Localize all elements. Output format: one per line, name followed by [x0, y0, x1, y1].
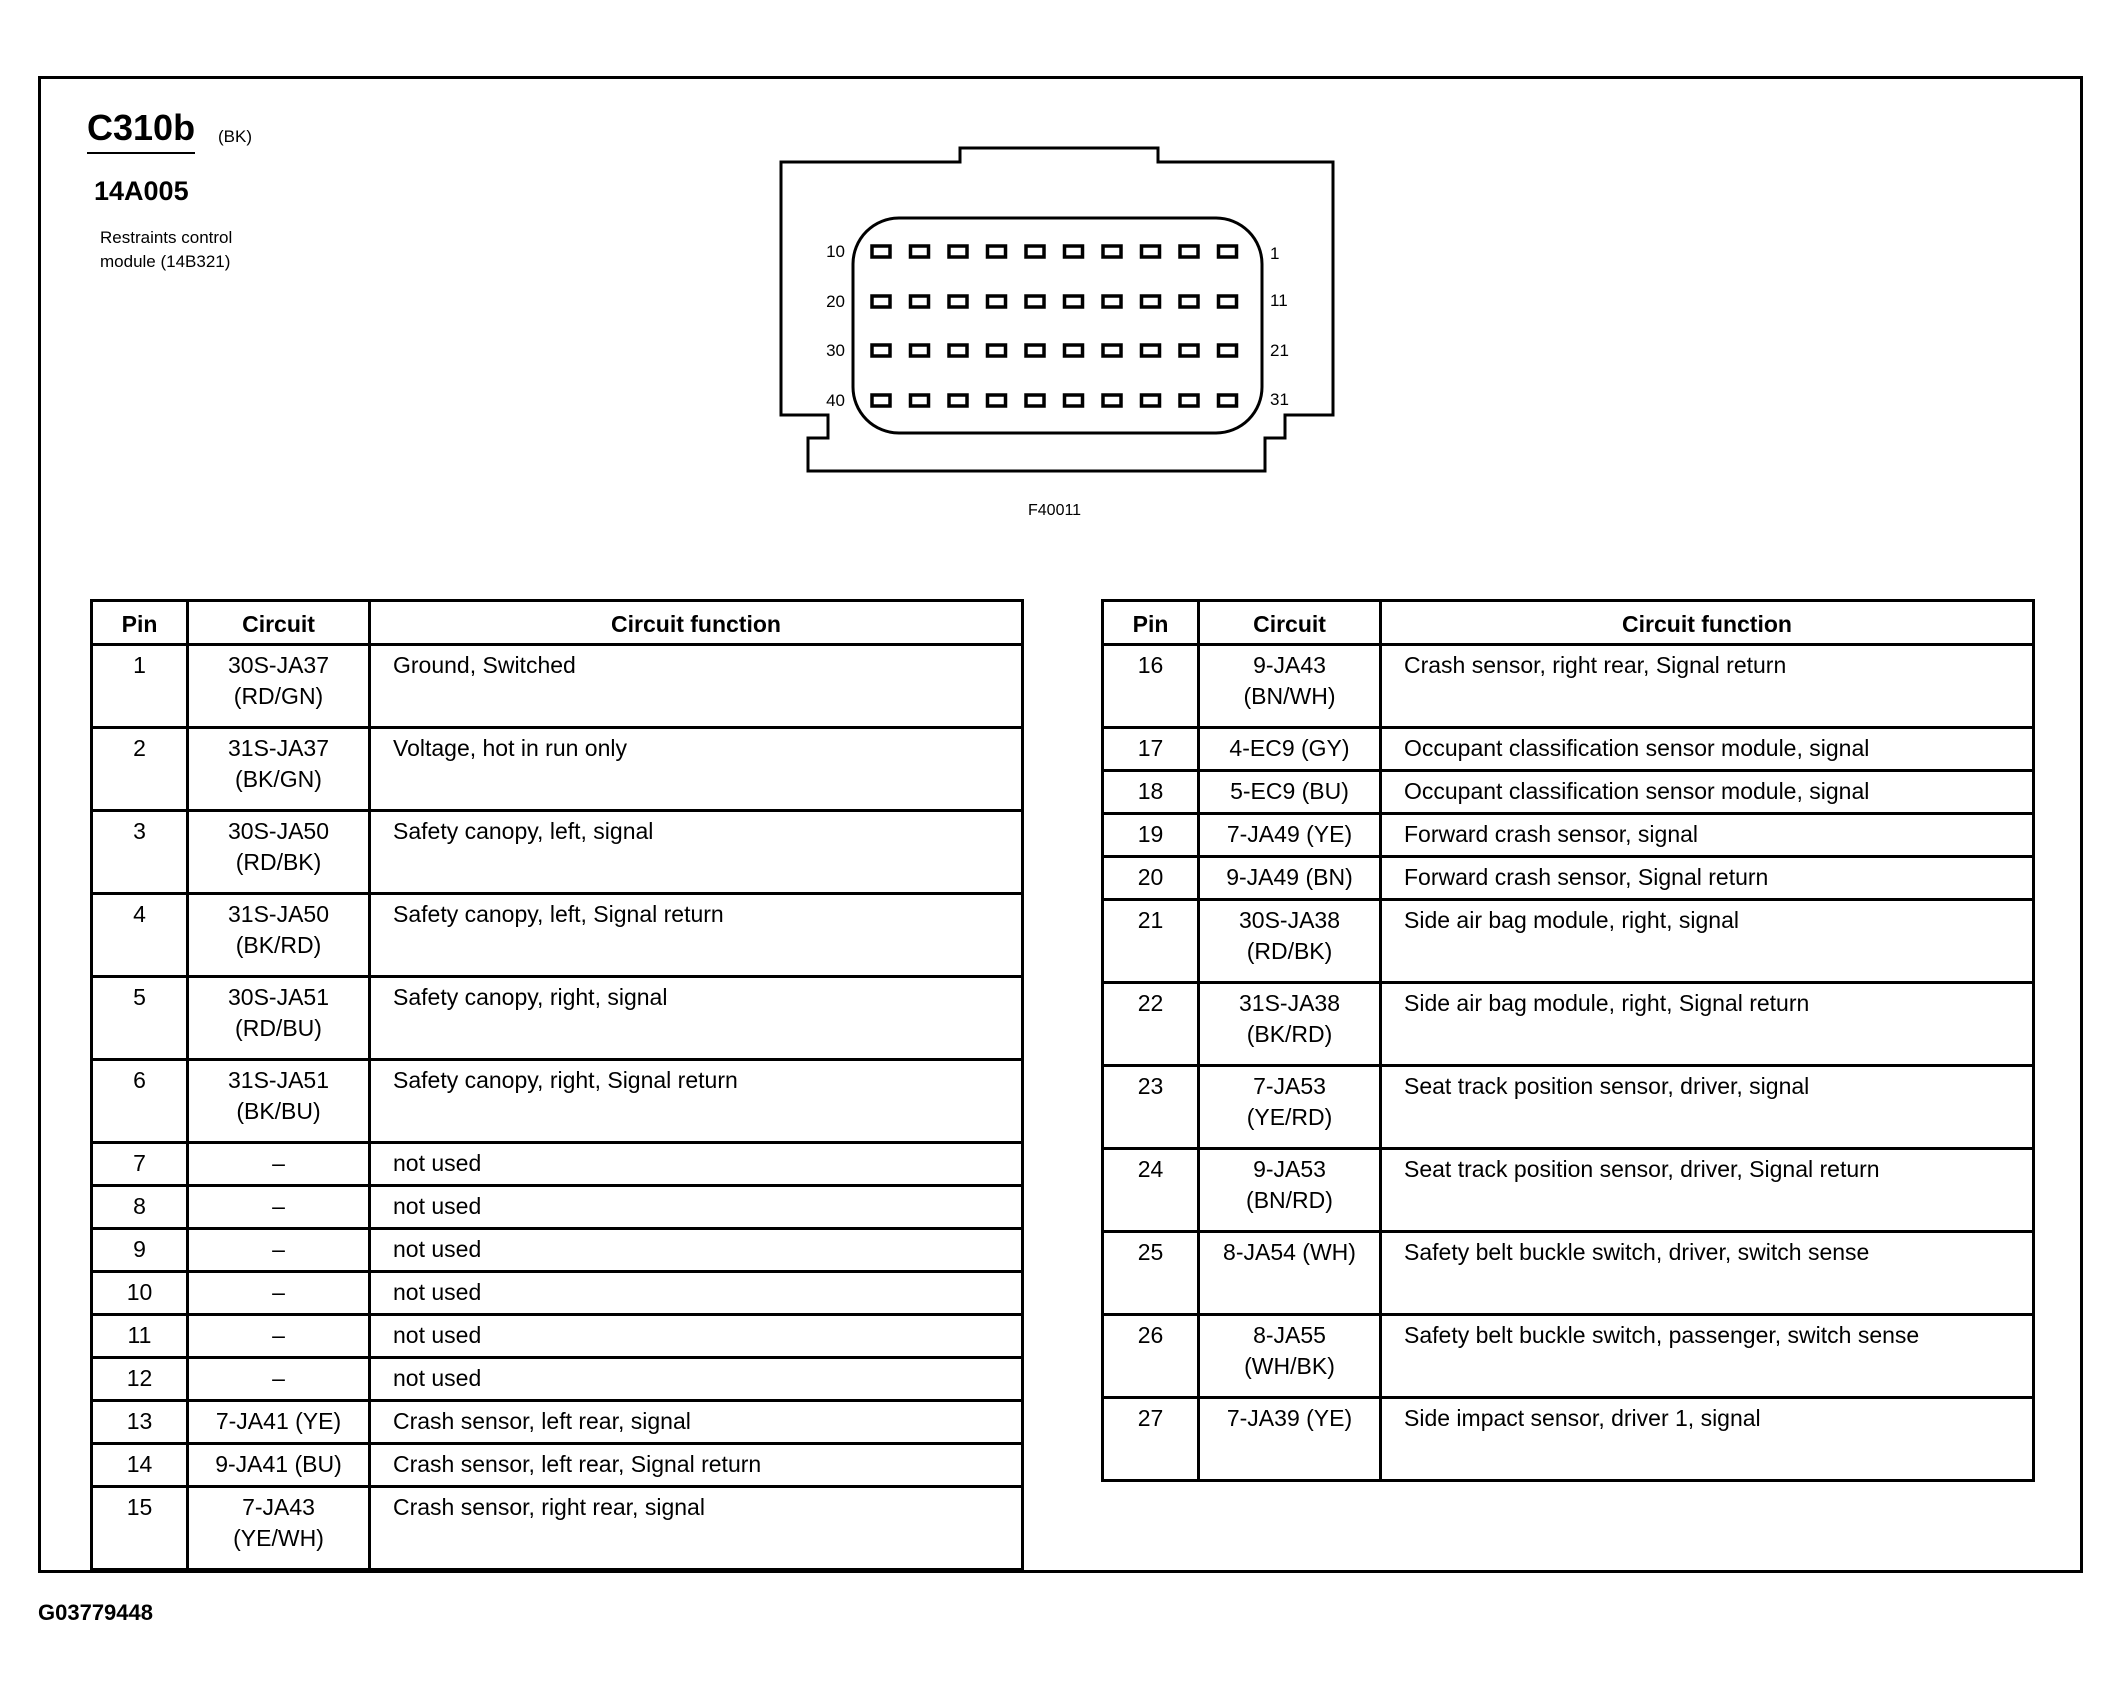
circuit-function-cell: Safety belt buckle switch, driver, switch sense	[1381, 1232, 2034, 1315]
pin-cavity	[1103, 296, 1121, 307]
table-row	[1103, 1232, 2034, 1315]
pin-column-header: Pin	[1103, 601, 1199, 645]
circuit-cell: 9-JA43 (BN/WH)	[1199, 645, 1381, 728]
component-description: Restraints control module (14B321)	[100, 228, 233, 271]
pin-cavity	[872, 246, 890, 257]
pin-cavity	[1026, 296, 1044, 307]
circuit-function-cell: Side air bag module, right, signal	[1381, 900, 2034, 983]
pin-cell: 12	[92, 1358, 188, 1401]
pin-cell: 10	[92, 1272, 188, 1315]
circuit-function-cell: not used	[370, 1358, 1023, 1401]
circuit-function-column-header: Circuit function	[370, 601, 1023, 645]
table-row	[92, 645, 1023, 728]
pin-cell: 19	[1103, 814, 1199, 857]
circuit-cell: 7-JA41 (YE)	[188, 1401, 370, 1444]
pin-cell: 23	[1103, 1066, 1199, 1149]
circuit-function-cell: Crash sensor, left rear, signal	[370, 1401, 1023, 1444]
connector-color: (BK)	[218, 127, 252, 146]
pin-cell: 24	[1103, 1149, 1199, 1232]
pin-cavity	[1142, 246, 1160, 257]
pin-cavity	[1103, 345, 1121, 356]
row-label-left: 20	[826, 292, 845, 311]
table-row	[92, 1401, 1023, 1444]
circuit-cell: 7-JA43 (YE/WH)	[188, 1487, 370, 1570]
figure-code: F40011	[1028, 502, 1082, 519]
table-header-row	[1103, 601, 2034, 645]
pin-cavity	[1065, 345, 1083, 356]
table-row	[1103, 983, 2034, 1066]
table-row	[92, 1487, 1023, 1570]
circuit-function-cell: Occupant classification sensor module, signal	[1381, 771, 2034, 814]
row-label-left: 40	[826, 391, 845, 410]
pin-cavity	[1026, 246, 1044, 257]
pin-cavity	[1142, 395, 1160, 406]
table-row	[92, 894, 1023, 977]
circuit-cell: –	[188, 1186, 370, 1229]
pin-cavity	[1180, 395, 1198, 406]
pin-cavity	[911, 345, 929, 356]
circuit-cell: 31S-JA37 (BK/GN)	[188, 728, 370, 811]
circuit-function-cell: Voltage, hot in run only	[370, 728, 1023, 811]
pin-cavity	[988, 246, 1006, 257]
pin-cavity	[949, 246, 967, 257]
pin-cavity	[988, 395, 1006, 406]
circuit-cell: 8-JA54 (WH)	[1199, 1232, 1381, 1315]
circuit-function-cell: Crash sensor, right rear, signal	[370, 1487, 1023, 1570]
table-row	[1103, 1398, 2034, 1481]
pin-cell: 4	[92, 894, 188, 977]
table-row	[92, 728, 1023, 811]
pin-cell: 27	[1103, 1398, 1199, 1481]
pin-cavity	[1180, 296, 1198, 307]
part-number: 14A005	[94, 176, 189, 206]
table-row	[1103, 1149, 2034, 1232]
pin-cavity	[1142, 296, 1160, 307]
pin-cavity	[949, 345, 967, 356]
circuit-function-cell: Ground, Switched	[370, 645, 1023, 728]
circuit-function-cell: Side impact sensor, driver 1, signal	[1381, 1398, 2034, 1481]
table-row	[1103, 728, 2034, 771]
pin-cavity	[1065, 246, 1083, 257]
pin-cavity	[1103, 246, 1121, 257]
pin-cavity	[911, 296, 929, 307]
table-row	[92, 977, 1023, 1060]
circuit-column-header: Circuit	[188, 601, 370, 645]
pin-cell: 15	[92, 1487, 188, 1570]
circuit-cell: 8-JA55 (WH/BK)	[1199, 1315, 1381, 1398]
table-row	[92, 1060, 1023, 1143]
pin-cell: 17	[1103, 728, 1199, 771]
connector-id: C310b	[87, 110, 195, 154]
document-code: G03779448	[38, 1600, 153, 1625]
circuit-function-cell: not used	[370, 1143, 1023, 1186]
circuit-function-cell: Safety canopy, right, signal	[370, 977, 1023, 1060]
circuit-function-cell: Safety belt buckle switch, passenger, switch sense	[1381, 1315, 2034, 1398]
circuit-function-cell: Safety canopy, right, Signal return	[370, 1060, 1023, 1143]
pin-cavity	[872, 395, 890, 406]
row-label-right: 31	[1270, 390, 1289, 409]
table-row	[92, 1315, 1023, 1358]
circuit-function-cell: not used	[370, 1272, 1023, 1315]
circuit-cell: 7-JA49 (YE)	[1199, 814, 1381, 857]
circuit-cell: 9-JA53 (BN/RD)	[1199, 1149, 1381, 1232]
pin-cavity	[1065, 395, 1083, 406]
table-row	[1103, 814, 2034, 857]
pin-cell: 16	[1103, 645, 1199, 728]
circuit-cell: –	[188, 1358, 370, 1401]
pin-cell: 20	[1103, 857, 1199, 900]
circuit-cell: 30S-JA38 (RD/BK)	[1199, 900, 1381, 983]
table-row	[92, 1358, 1023, 1401]
circuit-function-cell: Seat track position sensor, driver, Signal return	[1381, 1149, 2034, 1232]
circuit-function-column-header: Circuit function	[1381, 601, 2034, 645]
pin-cavity	[872, 345, 890, 356]
circuit-cell: 31S-JA38 (BK/RD)	[1199, 983, 1381, 1066]
circuit-cell: –	[188, 1143, 370, 1186]
cavity-grid	[872, 246, 1237, 406]
circuit-cell: 30S-JA51 (RD/BU)	[188, 977, 370, 1060]
pin-cell: 6	[92, 1060, 188, 1143]
circuit-cell: –	[188, 1315, 370, 1358]
table-row	[1103, 900, 2034, 983]
table-header-row	[92, 601, 1023, 645]
row-label-right: 21	[1270, 341, 1289, 360]
circuit-cell: 5-EC9 (BU)	[1199, 771, 1381, 814]
circuit-function-cell: Side air bag module, right, Signal return	[1381, 983, 2034, 1066]
circuit-cell: 7-JA53 (YE/RD)	[1199, 1066, 1381, 1149]
connector-face-view	[0, 0, 2124, 520]
table-row	[1103, 771, 2034, 814]
pin-cavity	[949, 296, 967, 307]
table-row	[1103, 645, 2034, 728]
circuit-function-cell: not used	[370, 1186, 1023, 1229]
pin-cell: 21	[1103, 900, 1199, 983]
pin-cavity	[1219, 296, 1237, 307]
circuit-function-cell: not used	[370, 1229, 1023, 1272]
circuit-cell: 9-JA49 (BN)	[1199, 857, 1381, 900]
row-label-left: 30	[826, 341, 845, 360]
circuit-function-cell: Safety canopy, left, signal	[370, 811, 1023, 894]
pin-cavity	[911, 246, 929, 257]
circuit-cell: –	[188, 1229, 370, 1272]
pin-cell: 18	[1103, 771, 1199, 814]
circuit-function-cell: Forward crash sensor, Signal return	[1381, 857, 2034, 900]
pinout-table-left	[90, 599, 1024, 1571]
pin-cavity	[1026, 395, 1044, 406]
table-row	[1103, 857, 2034, 900]
circuit-cell: 30S-JA37 (RD/GN)	[188, 645, 370, 728]
pin-cell: 26	[1103, 1315, 1199, 1398]
pin-cavity	[1142, 345, 1160, 356]
table-row	[92, 811, 1023, 894]
pin-cavity	[1026, 345, 1044, 356]
pin-cell: 13	[92, 1401, 188, 1444]
pin-cavity	[1103, 395, 1121, 406]
pin-cavity	[1180, 246, 1198, 257]
pin-cell: 3	[92, 811, 188, 894]
table-row	[1103, 1315, 2034, 1398]
circuit-function-cell: not used	[370, 1315, 1023, 1358]
pin-cavity	[988, 345, 1006, 356]
circuit-column-header: Circuit	[1199, 601, 1381, 645]
circuit-function-cell: Occupant classification sensor module, signal	[1381, 728, 2034, 771]
circuit-function-cell: Crash sensor, right rear, Signal return	[1381, 645, 2034, 728]
circuit-cell: –	[188, 1272, 370, 1315]
circuit-function-cell: Forward crash sensor, signal	[1381, 814, 2034, 857]
pin-cavity	[949, 395, 967, 406]
circuit-cell: 30S-JA50 (RD/BK)	[188, 811, 370, 894]
pin-cell: 11	[92, 1315, 188, 1358]
pin-column-header: Pin	[92, 601, 188, 645]
pin-cavity	[1180, 345, 1198, 356]
pinout-table-right	[1101, 599, 2035, 1482]
circuit-function-cell: Seat track position sensor, driver, signal	[1381, 1066, 2034, 1149]
pin-cavity	[1065, 296, 1083, 307]
circuit-function-cell: Safety canopy, left, Signal return	[370, 894, 1023, 977]
table-row	[1103, 1066, 2034, 1149]
pin-cavity	[1219, 395, 1237, 406]
pin-cavity	[911, 395, 929, 406]
connector-housing-outline	[781, 148, 1333, 471]
circuit-cell: 4-EC9 (GY)	[1199, 728, 1381, 771]
circuit-function-cell: Crash sensor, left rear, Signal return	[370, 1444, 1023, 1487]
pin-cell: 25	[1103, 1232, 1199, 1315]
pin-cell: 14	[92, 1444, 188, 1487]
pin-cell: 22	[1103, 983, 1199, 1066]
pin-cell: 9	[92, 1229, 188, 1272]
circuit-cell: 31S-JA51 (BK/BU)	[188, 1060, 370, 1143]
pin-cavity	[988, 296, 1006, 307]
table-row	[92, 1272, 1023, 1315]
pin-cell: 7	[92, 1143, 188, 1186]
row-label-right: 11	[1270, 291, 1288, 310]
pin-cell: 8	[92, 1186, 188, 1229]
table-row	[92, 1186, 1023, 1229]
row-label-left: 10	[826, 242, 845, 261]
circuit-cell: 7-JA39 (YE)	[1199, 1398, 1381, 1481]
table-row	[92, 1143, 1023, 1186]
row-label-right: 1	[1270, 244, 1280, 263]
pin-cavity	[872, 296, 890, 307]
pin-cell: 2	[92, 728, 188, 811]
circuit-cell: 31S-JA50 (BK/RD)	[188, 894, 370, 977]
pin-cavity	[1219, 246, 1237, 257]
pin-cavity	[1219, 345, 1237, 356]
table-row	[92, 1444, 1023, 1487]
table-row	[92, 1229, 1023, 1272]
pin-cell: 1	[92, 645, 188, 728]
pin-cell: 5	[92, 977, 188, 1060]
circuit-cell: 9-JA41 (BU)	[188, 1444, 370, 1487]
